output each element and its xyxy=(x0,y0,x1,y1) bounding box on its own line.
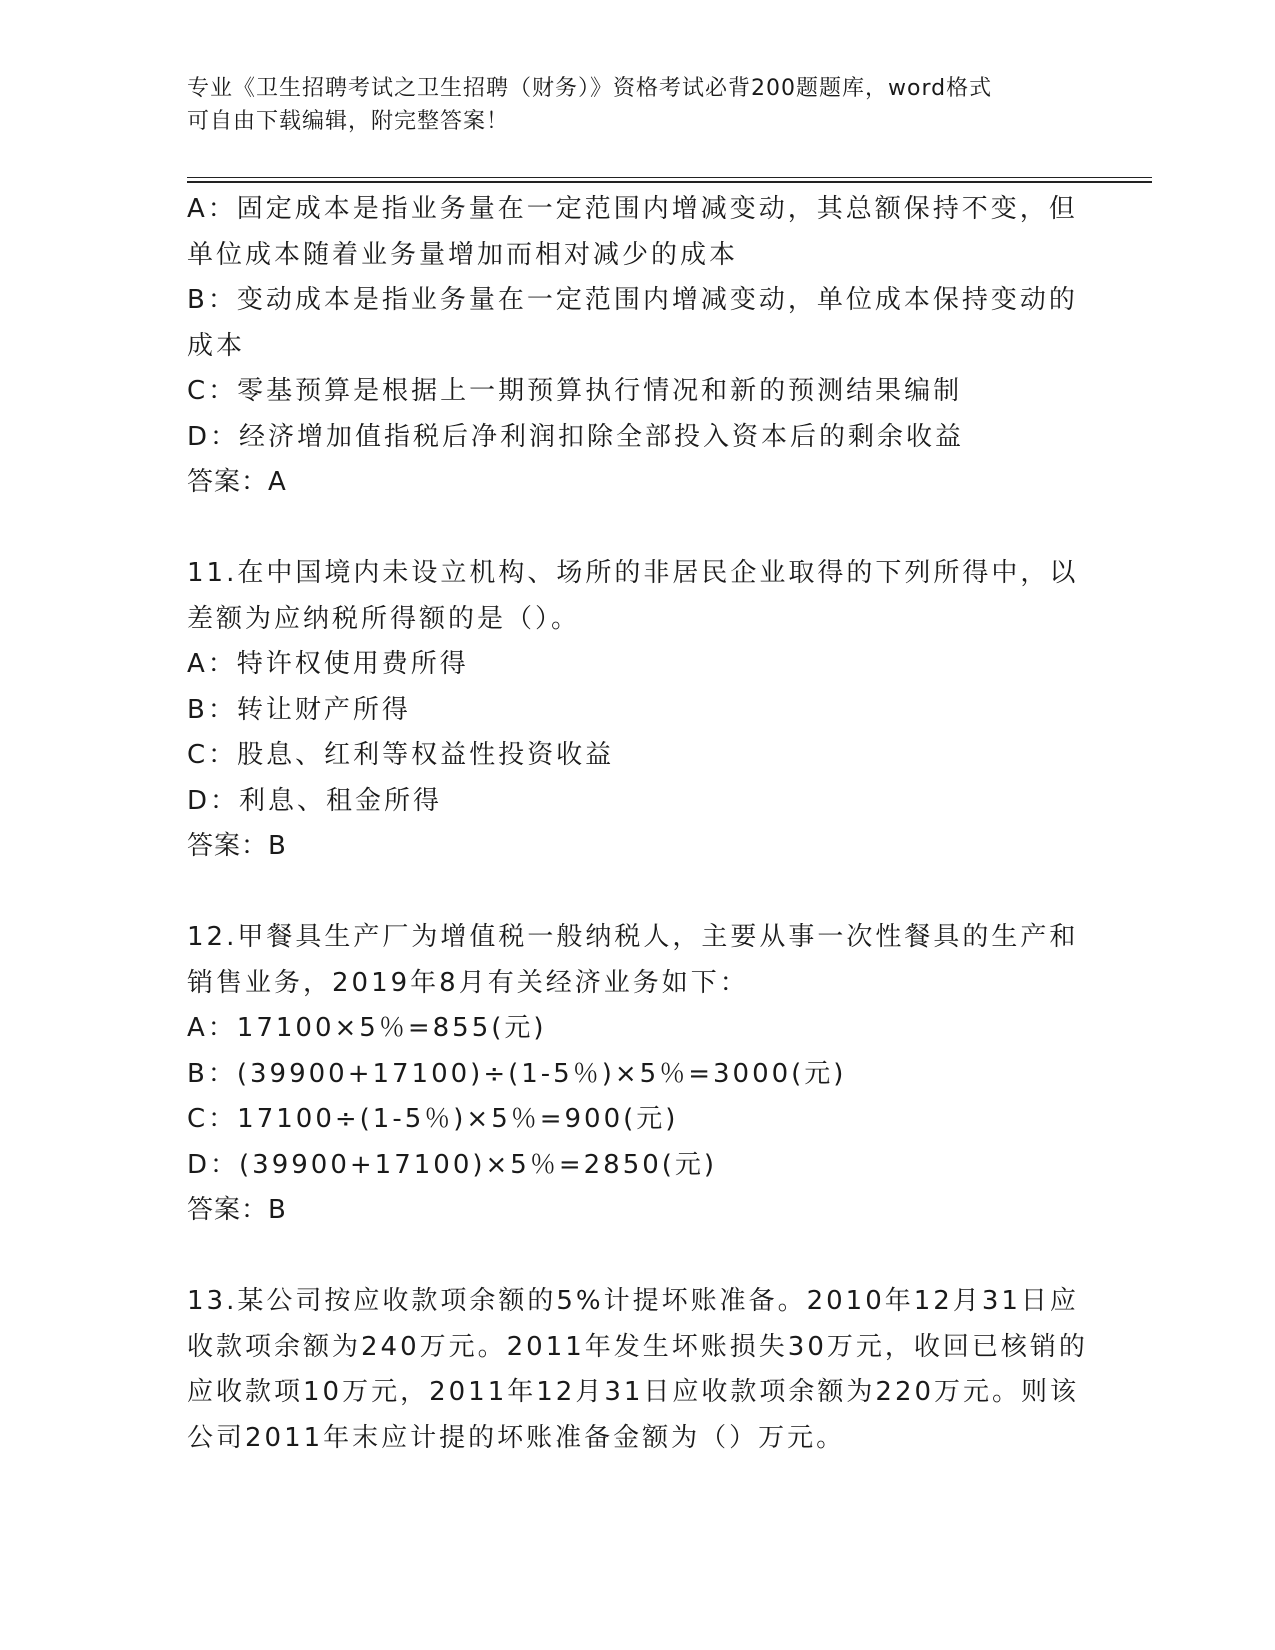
q12-question-line-1: 12.甲餐具生产厂为增值税一般纳税人，主要从事一次性餐具的生产和 xyxy=(187,922,1079,952)
q10-option-b-line-2: 成本 xyxy=(187,330,246,361)
q13-question-line-3: 应收款项10万元，2011年12月31日应收款项余额为220万元。则该 xyxy=(187,1377,1080,1407)
document-body xyxy=(187,187,1087,1461)
header-divider-thin xyxy=(187,177,1152,178)
q13-question-line-2: 收款项余额为240万元。2011年发生坏账损失30万元，收回已核销的 xyxy=(187,1331,1088,1362)
q10-option-b-line-1: B：变动成本是指业务量在一定范围内增减变动，单位成本保持变动的 xyxy=(187,285,1078,315)
q12-option-d: D：(39900+17100)×5％=2850(元) xyxy=(187,1149,718,1180)
q11-option-c: C：股息、红利等权益性投资收益 xyxy=(187,740,615,770)
spacer xyxy=(187,1234,1087,1280)
q11-answer: 答案：B xyxy=(187,831,287,861)
q10-option-a-line-1: A：固定成本是指业务量在一定范围内增减变动，其总额保持不变，但 xyxy=(187,194,1078,224)
spacer xyxy=(187,506,1087,552)
q13-question-line-4: 公司2011年末应计提的坏账准备金额为（）万元。 xyxy=(187,1422,846,1453)
q10-option-c: C：零基预算是根据上一期预算执行情况和新的预测结果编制 xyxy=(187,376,963,406)
header-divider-thick xyxy=(187,181,1152,183)
q12-option-c: C：17100÷(1-5％)×5％=900(元) xyxy=(187,1104,679,1134)
header-line-1: 专业《卫生招聘考试之卫生招聘（财务）》资格考试必背200题题库，word格式 xyxy=(187,76,993,101)
q12-option-b: B：(39900+17100)÷(1-5％)×5％=3000(元) xyxy=(187,1058,847,1089)
question-11-block xyxy=(187,551,1087,870)
q10-option-a-line-2: 单位成本随着业务量增加而相对减少的成本 xyxy=(187,239,739,270)
q13-question-line-1: 13.某公司按应收款项余额的5%计提坏账准备。2010年12月31日应 xyxy=(187,1286,1079,1316)
question-12-block xyxy=(187,915,1087,1234)
q11-question-line-1: 11.在中国境内未设立机构、场所的非居民企业取得的下列所得中，以 xyxy=(187,558,1079,588)
header-line-2: 可自由下载编辑，附完整答案！ xyxy=(187,109,510,134)
question-13-block xyxy=(187,1279,1087,1461)
q12-question-line-2: 销售业务，2019年8月有关经济业务如下： xyxy=(187,967,749,998)
q11-option-a: A：特许权使用费所得 xyxy=(187,649,469,679)
document-header xyxy=(187,72,1087,138)
q11-option-b: B：转让财产所得 xyxy=(187,694,411,725)
q12-answer: 答案：B xyxy=(187,1195,287,1225)
q10-option-d: D：经济增加值指税后净利润扣除全部投入资本后的剩余收益 xyxy=(187,421,965,452)
spacer xyxy=(187,870,1087,916)
q12-option-a: A：17100×5％=855(元) xyxy=(187,1013,547,1043)
q11-question-line-2: 差额为应纳税所得额的是（）。 xyxy=(187,603,581,634)
question-10-block xyxy=(187,187,1087,506)
q11-option-d: D：利息、租金所得 xyxy=(187,785,443,816)
q10-answer: 答案：A xyxy=(187,467,287,497)
